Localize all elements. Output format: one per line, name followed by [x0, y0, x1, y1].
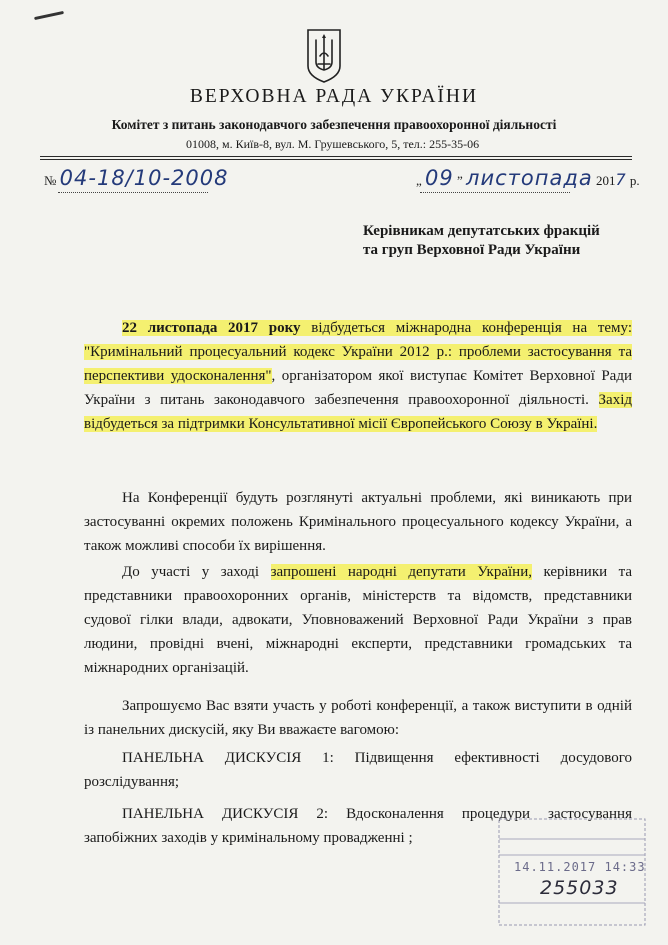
paragraph-3-start: До участі у заході	[122, 564, 271, 580]
paragraph-4: Запрошуємо Вас взяти участь у роботі конференції, а також виступити в одній із панельних дискусій, яку Ви вважаєте вагомою:	[84, 698, 632, 738]
recipient-line-2: та груп Верховної Ради України	[363, 242, 581, 258]
committee-address: 01008, м. Київ-8, вул. М. Грушевського, 5, тел.: 255-35-06	[186, 137, 480, 151]
year-suffix: р.	[629, 173, 640, 188]
recipient-block	[363, 222, 600, 260]
paragraph-2: На Конференції будуть розглянуті актуальні проблеми, які виникають при застосуванні окремих положень Кримінального процесуального кодексу України, а також можливі способи їх вирішення.	[84, 490, 632, 554]
highlighted-invitees: запрошені народні депутати України,	[270, 564, 532, 580]
year-prefix: 201	[595, 173, 616, 188]
reference-number	[44, 166, 229, 190]
ref-date-line	[420, 192, 570, 193]
stamp-date: 14.11.2017 14:33	[514, 860, 646, 874]
highlighted-topic: відбудеться міжнародна конференція на тему: "Кримінальний процесуальний кодекс України 2012 р.: проблеми застосування та перспективи удосконалення"	[84, 320, 632, 384]
paragraph-1	[84, 316, 632, 436]
handwritten-year-digit: 7	[615, 170, 627, 189]
paragraph-3-end: керівники та представники правоохоронних органів, міністерств та відомств, представники судової гілки влади, адвокати, Уповноважений Верховної Ради України з прав людини, провідні вчені, міжнародні експерти, представники громадських та міжнародних організацій.	[84, 564, 632, 676]
handwritten-month: листопада	[466, 166, 593, 190]
paragraph-3	[84, 560, 632, 680]
paragraph-1-organizer: , організатором якої виступає Комітет Верховної Ради України з питань законодавчого забезпечення правоохоронної діяльності.	[84, 368, 632, 408]
handwritten-day: 09	[425, 166, 454, 190]
handwritten-ref-number: 04-18/10-2008	[59, 166, 229, 190]
ref-number-line	[58, 192, 208, 193]
trident-icon	[304, 26, 344, 84]
panel-discussion-1: ПАНЕЛЬНА ДИСКУСІЯ 1: Підвищення ефективності досудового розслідування;	[84, 750, 632, 790]
date-quote-open: „	[416, 173, 422, 188]
header-rule	[40, 156, 632, 157]
highlighted-support: Захід відбудеться за підтримки Консультативної місії Європейського Союзу в Україні.	[84, 392, 632, 432]
highlighted-date: 22 листопада 2017 року	[122, 320, 301, 336]
number-sign: №	[44, 173, 57, 188]
header-rule-thin	[40, 159, 632, 160]
org-title: ВЕРХОВНА РАДА УКРАЇНИ	[189, 86, 479, 107]
stamp-number: 255033	[540, 877, 619, 899]
date-quote-close: ”	[457, 173, 463, 188]
panel-discussion-2: ПАНЕЛЬНА ДИСКУСІЯ 2: Вдосконалення процедури застосування запобіжних заходів у кримінальному провадженні ;	[84, 806, 632, 846]
reference-date	[416, 166, 640, 190]
committee-name: Комітет з питань законодавчого забезпечення правоохоронної діяльності	[111, 117, 557, 132]
corner-pen-mark	[34, 11, 64, 20]
recipient-line-1: Керівникам депутатських фракцій	[363, 223, 600, 239]
